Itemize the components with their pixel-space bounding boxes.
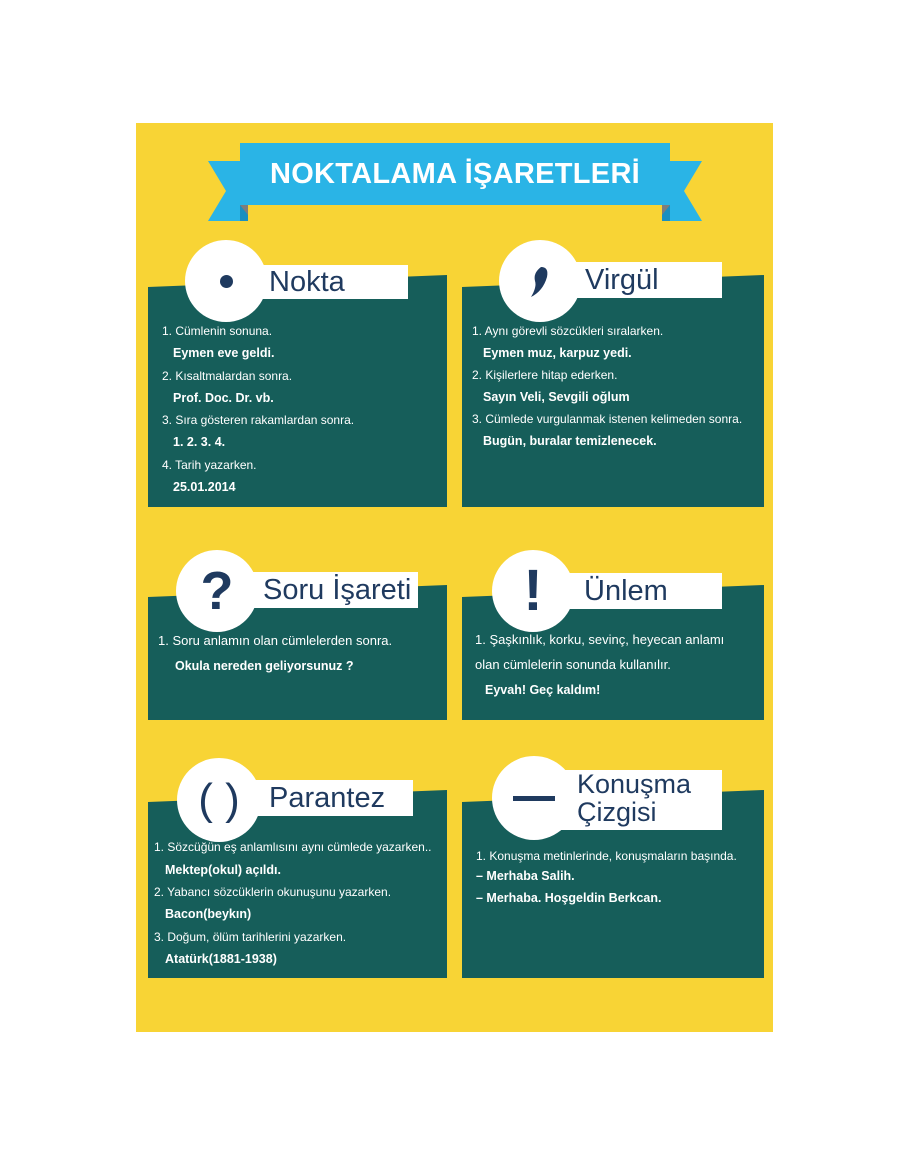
example-text: 25.01.2014 <box>173 480 236 494</box>
card-title: Parantez <box>269 781 386 814</box>
card-icon-circle <box>176 550 258 632</box>
list-item: 2. Yabancı sözcüklerin okunuşunu yazarken. <box>154 885 392 899</box>
list-item: olan cümlelerin sonunda kullanılır. <box>475 657 671 672</box>
list-item: 3. Cümlede vurgulanmak istenen kelimeden sonra. <box>472 412 743 426</box>
card-icon-circle <box>177 758 261 842</box>
dash-icon <box>513 796 555 801</box>
example-text: 1. 2. 3. 4. <box>173 435 226 449</box>
example-text: Eymen muz, karpuz yedi. <box>483 346 632 360</box>
comma-icon <box>525 261 555 301</box>
example-text: – Merhaba Salih. <box>476 869 575 883</box>
card-icon-circle <box>492 550 574 632</box>
list-item: 1. Sözcüğün eş anlamlısını aynı cümlede yazarken.. <box>154 840 432 854</box>
example-text: Mektep(okul) açıldı. <box>165 863 281 877</box>
list-item: 2. Kişilerlere hitap ederken. <box>472 368 618 382</box>
card-title-line1: Konuşma <box>577 769 692 799</box>
example-text: Okula nereden geliyorsunuz ? <box>175 659 354 673</box>
question-mark-icon: ? <box>200 561 234 621</box>
example-text: Eyvah! Geç kaldım! <box>485 683 601 697</box>
list-item: 1. Aynı görevli sözcükleri sıralarken. <box>472 324 664 338</box>
title-ribbon <box>208 143 702 223</box>
card-title: Virgül <box>585 263 659 296</box>
example-text: Bugün, buralar temizlenecek. <box>483 434 657 448</box>
example-text: – Merhaba. Hoşgeldin Berkcan. <box>476 891 662 905</box>
card-title: Ünlem <box>584 574 668 607</box>
example-text: Prof. Doc. Dr. vb. <box>173 391 274 405</box>
card-title-line2: Çizgisi <box>577 797 657 827</box>
example-text: Sayın Veli, Sevgili oğlum <box>483 390 630 404</box>
list-item: 1. Konuşma metinlerinde, konuşmaların başında. <box>476 849 737 863</box>
example-text: Atatürk(1881-1938) <box>165 952 277 966</box>
example-text: Bacon(beykın) <box>165 907 252 921</box>
exclamation-mark-icon: ! <box>523 558 543 623</box>
list-item: 3. Sıra gösteren rakamlardan sonra. <box>162 413 355 427</box>
list-item: 2. Kısaltmalardan sonra. <box>162 369 293 383</box>
page-title: NOKTALAMA İŞARETLERİ <box>269 157 641 190</box>
card-icon-circle <box>185 240 267 322</box>
list-item: 1. Cümlenin sonuna. <box>162 324 273 338</box>
card-icon-circle <box>492 756 576 840</box>
card-title: Soru İşareti <box>263 573 412 606</box>
card-title: Nokta <box>269 265 345 298</box>
parentheses-icon: ( ) <box>198 775 240 824</box>
card-icon-circle <box>499 240 581 322</box>
example-text: Eymen eve geldi. <box>173 346 275 360</box>
list-item: 1. Şaşkınlık, korku, sevinç, heyecan anlamı <box>475 632 725 647</box>
list-item: 4. Tarih yazarken. <box>162 458 257 472</box>
dot-icon <box>220 275 233 288</box>
list-item: 3. Doğum, ölüm tarihlerini yazarken. <box>154 930 347 944</box>
list-item: 1. Soru anlamın olan cümlelerden sonra. <box>158 633 393 648</box>
